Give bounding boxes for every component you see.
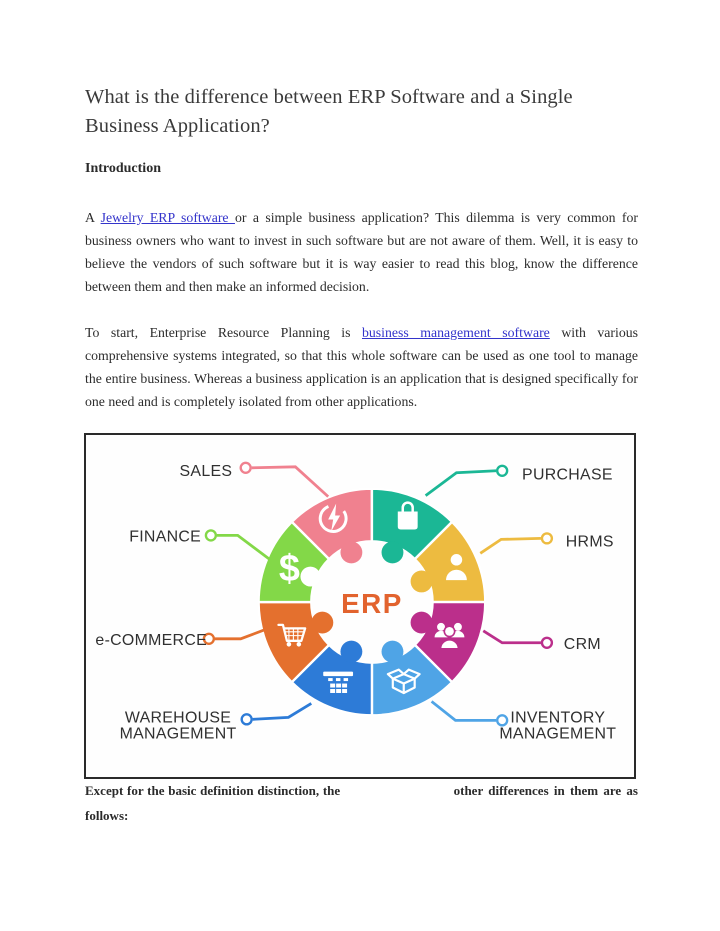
business-management-software-link[interactable]: business management software	[362, 325, 550, 340]
connector-purchase	[426, 471, 497, 496]
closing-text-part2: other differences in them are as	[453, 783, 638, 798]
connector-dot-crm	[542, 638, 552, 648]
closing-text-part1: Except for the basic definition distinction, the	[85, 783, 341, 798]
connector-ecommerce	[215, 630, 265, 639]
closing-text-part3: follows:	[85, 808, 129, 823]
connector-dot-sales	[241, 463, 251, 473]
diagram-label-ecommerce: e-COMMERCE	[95, 631, 208, 649]
knob-warehouse	[340, 641, 362, 663]
connector-dot-finance	[206, 530, 216, 540]
para2-text-post: with various comprehensive systems integrated, so that this whole software can be used as one tool to manage the entire business. Whereas a business application is an application that is designed specifically for one need and is completely isolated from other applications.	[85, 325, 638, 409]
connector-sales	[252, 467, 329, 497]
knob-purchase	[382, 541, 404, 563]
para1-text-post: or a simple business application? This dilemma is very common for business owners who want to invest in such software but are not aware of them. Well, it is easy to believe the vendors of such software but it is way easier to read this blog, know the difference between them and then make an informed decision.	[85, 210, 639, 294]
page-title: What is the difference between ERP Software and a Single Business Application?	[85, 86, 573, 137]
diagram-label-warehouse: WAREHOUSE MANAGEMENT	[119, 709, 237, 743]
knob-crm	[411, 612, 433, 634]
paragraph-1	[85, 206, 638, 298]
connector-dot-hrms	[542, 533, 552, 543]
connector-crm	[483, 631, 541, 643]
knob-inventory	[382, 641, 404, 663]
diagram-label-hrms: HRMS	[565, 533, 614, 551]
connector-dot-inventory	[497, 715, 507, 725]
erp-center-label: ERP	[341, 587, 403, 619]
connector-dot-purchase	[497, 466, 507, 476]
closing-paragraph	[85, 779, 638, 828]
knob-sales	[340, 541, 362, 563]
para1-text-pre: A	[85, 210, 101, 225]
jewelry-erp-software-link[interactable]: Jewelry ERP software	[100, 210, 235, 225]
diagram-label-inventory: INVENTORY MANAGEMENT	[499, 709, 617, 743]
diagram-label-purchase: PURCHASE	[522, 466, 613, 484]
knob-ecommerce	[311, 612, 333, 634]
diagram-label-finance: FINANCE	[129, 528, 202, 546]
diagram-label-crm: CRM	[563, 635, 601, 653]
connector-finance	[217, 535, 270, 559]
connector-dot-warehouse	[242, 714, 252, 724]
paragraph-2	[85, 321, 638, 413]
connector-warehouse	[253, 703, 312, 719]
svg-text:$: $	[278, 548, 300, 591]
dollar-icon	[279, 548, 300, 590]
erp-puzzle-wheel	[86, 435, 634, 777]
connector-inventory	[432, 701, 497, 720]
intro-heading: Introduction	[85, 161, 161, 176]
notch-finance	[300, 567, 320, 587]
para2-text-pre: To start, Enterprise Resource Planning is	[85, 325, 362, 340]
connector-hrms	[480, 538, 541, 553]
erp-diagram-figure	[84, 433, 636, 779]
diagram-label-sales: SALES	[179, 462, 233, 480]
knob-hrms	[411, 571, 433, 593]
